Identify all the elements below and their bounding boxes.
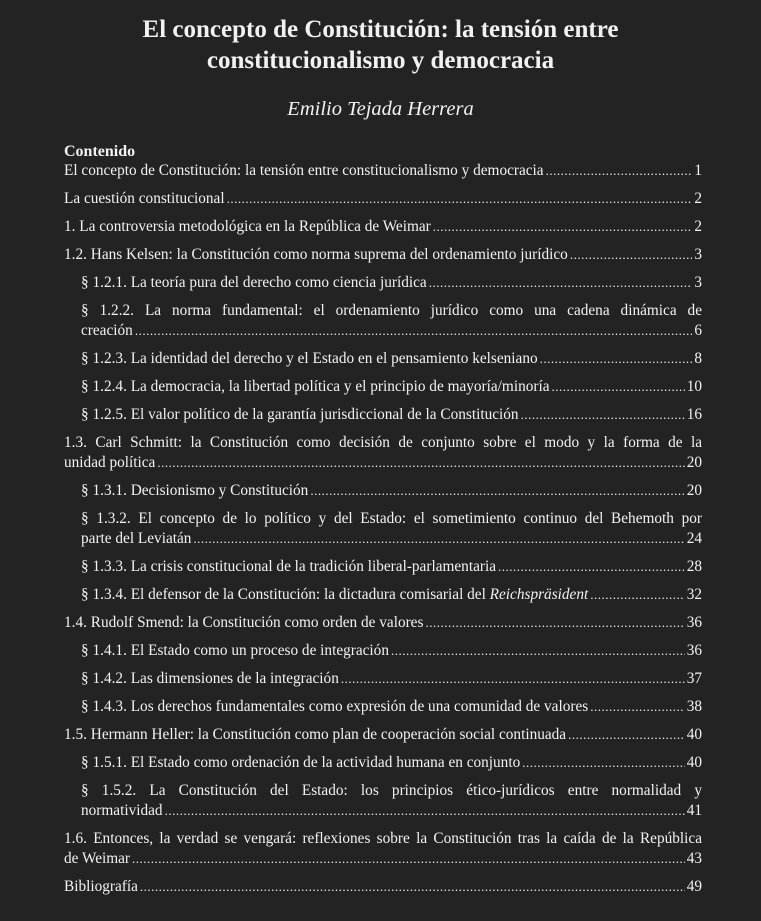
toc-entry-title: § 1.2.4. La democracia, la libertad política y el principio de mayoría/minoría bbox=[81, 378, 550, 395]
toc-entry[interactable] bbox=[64, 217, 702, 237]
toc-page-number: 41 bbox=[686, 802, 702, 819]
toc-leader-dots bbox=[165, 801, 685, 821]
toc-entry[interactable] bbox=[64, 433, 702, 473]
table-of-contents bbox=[64, 142, 702, 905]
toc-entry[interactable] bbox=[64, 189, 702, 209]
toc-entry[interactable] bbox=[64, 245, 702, 265]
toc-entry-title-italic: Reichspräsident bbox=[489, 586, 589, 603]
toc-entry-title-first-line: 1.6. Entonces, la verdad se vengará: reflexiones sobre la Constitución tras la caída de la República bbox=[64, 830, 702, 847]
toc-page-number: 8 bbox=[694, 350, 702, 367]
toc-entry-title: 1.2. Hans Kelsen: la Constitución como norma suprema del ordenamiento jurídico bbox=[64, 246, 568, 263]
toc-page-number: 40 bbox=[686, 754, 702, 771]
toc-page-number: 3 bbox=[694, 246, 702, 263]
toc-leader-dots bbox=[568, 725, 685, 745]
toc-leader-dots bbox=[391, 641, 685, 661]
toc-entry-title-first-line: § 1.2.2. La norma fundamental: el ordenamiento jurídico como una cadena dinámica de bbox=[81, 302, 702, 319]
toc-page-number: 2 bbox=[694, 218, 702, 235]
toc-entry[interactable] bbox=[64, 641, 702, 661]
toc-page-number: 1 bbox=[694, 162, 702, 179]
toc-entry-title: § 1.3.1. Decisionismo y Constitución bbox=[81, 482, 309, 499]
toc-page-number: 36 bbox=[686, 642, 702, 659]
toc-entry-title: El concepto de Constitución: la tensión entre constitucionalismo y democracia bbox=[64, 162, 544, 179]
toc-page-number: 10 bbox=[686, 378, 702, 395]
toc-entry[interactable] bbox=[64, 725, 702, 745]
toc-entry-title: 1.5. Hermann Heller: la Constitución como plan de cooperación social continuada bbox=[64, 726, 567, 743]
toc-leader-dots bbox=[157, 453, 684, 473]
toc-leader-dots bbox=[521, 405, 685, 425]
toc-entry-title: unidad política bbox=[64, 454, 156, 471]
toc-leader-dots bbox=[132, 849, 685, 869]
toc-entry-title-first-line: § 1.3.2. El concepto de lo político y del Estado: el sometimiento continuo del Behemoth por bbox=[81, 510, 702, 527]
toc-entry[interactable] bbox=[64, 613, 702, 633]
toc-page-number: 36 bbox=[686, 614, 702, 631]
toc-entry[interactable] bbox=[64, 585, 702, 605]
toc-entry-title: § 1.3.3. La crisis constitucional de la tradición liberal-parlamentaria bbox=[81, 558, 496, 575]
title-line-1: El concepto de Constitución: la tensión entre bbox=[142, 16, 619, 43]
toc-leader-dots bbox=[546, 161, 693, 181]
toc-entry-title: § 1.2.3. La identidad del derecho y el Estado en el pensamiento kelseniano bbox=[81, 350, 538, 367]
toc-leader-dots bbox=[429, 273, 693, 293]
toc-entry[interactable] bbox=[64, 161, 702, 181]
toc-entry-title: 1.4. Rudolf Smend: la Constitución como orden de valores bbox=[64, 614, 424, 631]
toc-entry[interactable] bbox=[64, 669, 702, 689]
toc-entry-title bbox=[81, 585, 588, 605]
toc-page-number: 16 bbox=[686, 406, 702, 423]
toc-entry-title-first-line: § 1.5.2. La Constitución del Estado: los principios ético-jurídicos entre normalidad y bbox=[81, 782, 702, 799]
toc-page-number: 43 bbox=[686, 850, 702, 867]
toc-entry[interactable] bbox=[64, 481, 702, 501]
toc-leader-dots bbox=[140, 877, 685, 897]
toc-entry[interactable] bbox=[64, 829, 702, 869]
toc-page-number: 38 bbox=[686, 698, 702, 715]
toc-page-number: 20 bbox=[686, 482, 702, 499]
toc-leader-dots bbox=[570, 245, 693, 265]
toc-page-number: 24 bbox=[686, 530, 702, 547]
toc-entry-title-text: § 1.3.4. El defensor de la Constitución: la dictadura comisarial del bbox=[81, 586, 486, 603]
toc-leader-dots bbox=[193, 529, 684, 549]
toc-entry[interactable] bbox=[64, 781, 702, 821]
toc-leader-dots bbox=[135, 321, 693, 341]
toc-page-number: 40 bbox=[686, 726, 702, 743]
toc-entry[interactable] bbox=[64, 557, 702, 577]
document-title bbox=[0, 14, 761, 76]
toc-entry[interactable] bbox=[64, 301, 702, 341]
toc-page-number: 20 bbox=[686, 454, 702, 471]
toc-entry[interactable] bbox=[64, 753, 702, 773]
toc-page-number: 49 bbox=[686, 878, 702, 895]
toc-leader-dots bbox=[552, 377, 685, 397]
document-author: Emilio Tejada Herrera bbox=[287, 98, 474, 120]
toc-entry[interactable] bbox=[64, 377, 702, 397]
toc-page-number: 6 bbox=[694, 322, 702, 339]
toc-entry-title: La cuestión constitucional bbox=[64, 190, 225, 207]
toc-entry[interactable] bbox=[64, 509, 702, 549]
toc-entry[interactable] bbox=[64, 349, 702, 369]
toc-entry-title: Bibliografía bbox=[64, 878, 138, 895]
toc-page-number: 32 bbox=[686, 586, 702, 603]
toc-entry-title: creación bbox=[81, 322, 133, 339]
toc-entry[interactable] bbox=[64, 405, 702, 425]
toc-leader-dots bbox=[425, 613, 684, 633]
toc-leader-dots bbox=[540, 349, 693, 369]
toc-page-number: 2 bbox=[694, 190, 702, 207]
toc-entry-title-first-line: 1.3. Carl Schmitt: la Constitución como decisión de conjunto sobre el modo y la forma de la bbox=[64, 434, 702, 451]
toc-leader-dots bbox=[341, 669, 685, 689]
toc-entry-title: 1. La controversia metodológica en la República de Weimar bbox=[64, 218, 431, 235]
toc-entry[interactable] bbox=[64, 877, 702, 897]
toc-entry-title: parte del Leviatán bbox=[81, 530, 192, 547]
toc-page-number: 28 bbox=[686, 558, 702, 575]
toc-entry[interactable] bbox=[64, 273, 702, 293]
toc-entry-title: § 1.4.3. Los derechos fundamentales como expresión de una comunidad de valores bbox=[81, 698, 589, 715]
toc-entry-title: de Weimar bbox=[64, 850, 131, 867]
toc-leader-dots bbox=[498, 557, 685, 577]
toc-entry-title: normatividad bbox=[81, 802, 163, 819]
toc-leader-dots bbox=[433, 217, 693, 237]
toc-leader-dots bbox=[227, 189, 693, 209]
toc-leader-dots bbox=[310, 481, 684, 501]
toc-leader-dots bbox=[522, 753, 684, 773]
toc-entry-title: § 1.4.2. Las dimensiones de la integración bbox=[81, 670, 339, 687]
toc-leader-dots bbox=[590, 585, 684, 605]
toc-entry-title: § 1.2.5. El valor político de la garantía jurisdiccional de la Constitución bbox=[81, 406, 519, 423]
toc-leader-dots bbox=[590, 697, 685, 717]
toc-entry[interactable] bbox=[64, 697, 702, 717]
toc-page-number: 3 bbox=[694, 274, 702, 291]
toc-heading: Contenido bbox=[64, 143, 136, 160]
toc-page-number: 37 bbox=[686, 670, 702, 687]
title-line-2: constitucionalismo y democracia bbox=[206, 47, 555, 74]
toc-entry-title: § 1.2.1. La teoría pura del derecho como ciencia jurídica bbox=[81, 274, 427, 291]
toc-entry-title: § 1.4.1. El Estado como un proceso de integración bbox=[81, 642, 389, 659]
toc-entry-title: § 1.5.1. El Estado como ordenación de la actividad humana en conjunto bbox=[81, 754, 521, 771]
